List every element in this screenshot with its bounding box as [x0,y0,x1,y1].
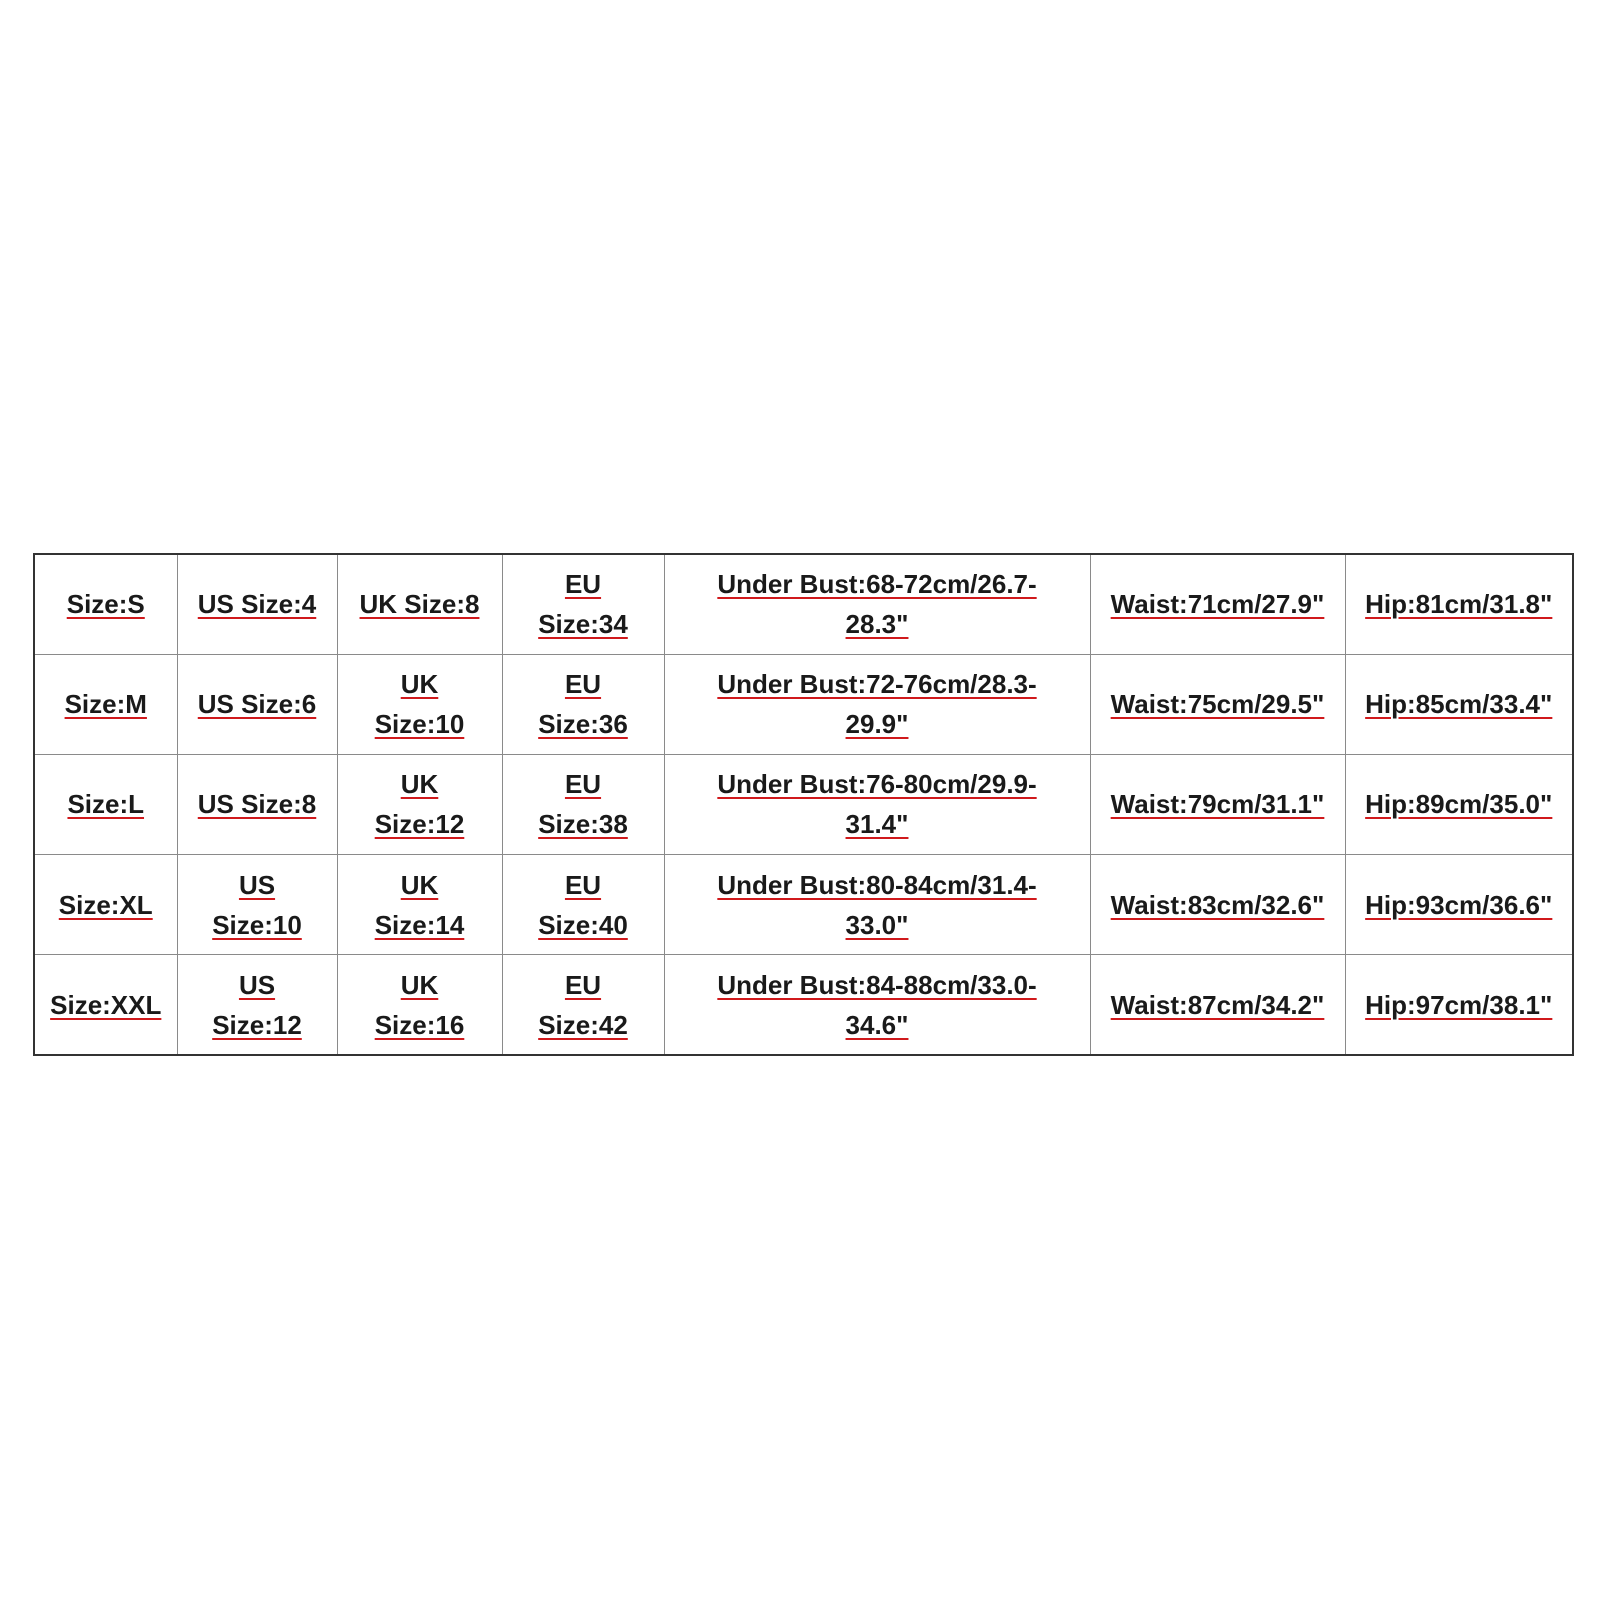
under-bust-label: Under Bust:84-88cm/33.0-34.6" [717,969,1037,1040]
eu-size-label: EU Size:34 [538,569,628,640]
hip-label: Hip:81cm/31.8" [1365,589,1553,620]
under-bust-cell [664,654,1090,754]
hip-cell [1345,554,1573,654]
hip-cell [1345,955,1573,1055]
size-label: Size:XXL [50,989,162,1020]
eu-size-cell [502,855,664,955]
uk-size-label: UK Size:10 [374,669,465,740]
size-cell [34,855,177,955]
table-row [34,955,1573,1055]
eu-size-label: EU Size:40 [538,869,628,940]
us-size-label: US Size:6 [197,689,317,720]
waist-cell [1090,754,1345,854]
under-bust-cell [664,754,1090,854]
uk-size-cell [337,554,502,654]
uk-size-label: UK Size:14 [374,869,465,940]
size-label: Size:S [66,589,145,620]
hip-label: Hip:93cm/36.6" [1365,889,1553,920]
hip-label: Hip:89cm/35.0" [1365,789,1553,820]
eu-size-label: EU Size:38 [538,769,628,840]
under-bust-label: Under Bust:72-76cm/28.3-29.9" [717,669,1037,740]
size-chart-table [33,553,1574,1056]
uk-size-label: UK Size:16 [374,969,465,1040]
eu-size-label: EU Size:36 [538,669,628,740]
hip-cell [1345,754,1573,854]
waist-cell [1090,955,1345,1055]
uk-size-cell [337,654,502,754]
waist-label: Waist:71cm/27.9" [1110,589,1325,620]
waist-cell [1090,855,1345,955]
uk-size-cell [337,955,502,1055]
under-bust-label: Under Bust:68-72cm/26.7-28.3" [717,569,1037,640]
waist-label: Waist:75cm/29.5" [1110,689,1325,720]
uk-size-cell [337,754,502,854]
size-label: Size:M [64,689,147,720]
under-bust-label: Under Bust:80-84cm/31.4-33.0" [717,869,1037,940]
size-label: Size:XL [58,889,153,920]
waist-label: Waist:79cm/31.1" [1110,789,1325,820]
size-label: Size:L [67,789,145,820]
us-size-label: US Size:12 [212,969,302,1040]
us-size-cell [177,554,337,654]
under-bust-cell [664,855,1090,955]
table-row [34,554,1573,654]
hip-cell [1345,855,1573,955]
eu-size-cell [502,554,664,654]
waist-cell [1090,554,1345,654]
us-size-cell [177,754,337,854]
waist-cell [1090,654,1345,754]
us-size-cell [177,955,337,1055]
us-size-label: US Size:4 [197,589,317,620]
table-row [34,654,1573,754]
eu-size-cell [502,754,664,854]
table-row [34,855,1573,955]
us-size-cell [177,654,337,754]
size-cell [34,654,177,754]
table-row [34,754,1573,854]
size-cell [34,955,177,1055]
waist-label: Waist:83cm/32.6" [1110,889,1325,920]
eu-size-cell [502,654,664,754]
hip-label: Hip:85cm/33.4" [1365,689,1553,720]
us-size-cell [177,855,337,955]
hip-label: Hip:97cm/38.1" [1365,989,1553,1020]
uk-size-label: UK Size:8 [359,589,480,620]
eu-size-cell [502,955,664,1055]
us-size-label: US Size:10 [212,869,302,940]
hip-cell [1345,654,1573,754]
waist-label: Waist:87cm/34.2" [1110,989,1325,1020]
us-size-label: US Size:8 [197,789,317,820]
size-cell [34,754,177,854]
under-bust-label: Under Bust:76-80cm/29.9-31.4" [717,769,1037,840]
uk-size-cell [337,855,502,955]
under-bust-cell [664,955,1090,1055]
size-cell [34,554,177,654]
uk-size-label: UK Size:12 [374,769,465,840]
under-bust-cell [664,554,1090,654]
eu-size-label: EU Size:42 [538,969,628,1040]
